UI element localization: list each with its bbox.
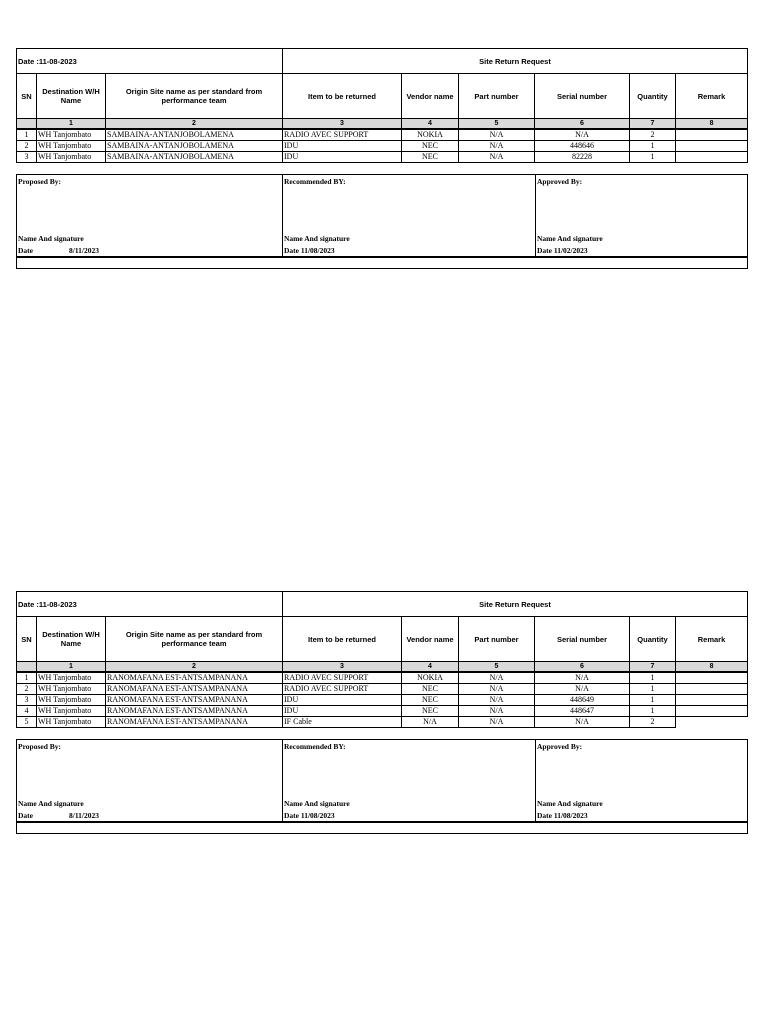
cell-serial: 82228: [535, 152, 630, 163]
cell-part: N/A: [459, 684, 535, 695]
column-headers: [17, 74, 748, 119]
cell-remark: [676, 706, 748, 717]
cell-destination: WH Tanjombato: [37, 706, 106, 717]
column-number-row: [17, 662, 748, 672]
cell-origin: RANOMAFANA EST-ANTSAMPANANA: [106, 684, 283, 695]
items-table: [16, 672, 748, 728]
col-header-item: Item to be returned: [283, 617, 402, 662]
proposed-by-cell: [17, 740, 283, 823]
cell-quantity: 1: [630, 684, 676, 695]
name-signature-label: Name And signature: [284, 234, 350, 243]
col-number: 6: [535, 119, 630, 129]
request-header-table: [16, 48, 748, 129]
date-value: 8/11/2023: [69, 811, 100, 820]
cell-sn: 3: [17, 152, 37, 163]
recommended-date: Date 11/08/2023: [284, 811, 335, 820]
col-header-part: Part number: [459, 617, 535, 662]
cell-remark: [676, 717, 748, 728]
approved-by-cell: [536, 175, 748, 258]
table-row: [17, 706, 748, 717]
request-date: Date :11-08-2023: [17, 592, 283, 617]
cell-vendor: NEC: [402, 684, 459, 695]
cell-vendor: N/A: [402, 717, 459, 728]
cell-vendor: NEC: [402, 141, 459, 152]
table-row: [17, 130, 748, 141]
proposed-date: [18, 811, 100, 820]
cell-remark: [676, 684, 748, 695]
cell-sn: 3: [17, 695, 37, 706]
cell-destination: WH Tanjombato: [37, 673, 106, 684]
col-number: 4: [402, 662, 459, 672]
col-number: 1: [37, 662, 106, 672]
approved-date: Date 11/02/2023: [537, 246, 588, 255]
cell-item: IDU: [283, 695, 402, 706]
col-number: 7: [630, 119, 676, 129]
cell-vendor: NEC: [402, 695, 459, 706]
cell-part: N/A: [459, 141, 535, 152]
site-return-form-1: [16, 48, 747, 269]
col-header-quantity: Quantity: [630, 74, 676, 119]
table-row: [17, 152, 748, 163]
cell-item: IDU: [283, 706, 402, 717]
approved-date: Date 11/08/2023: [537, 811, 588, 820]
col-number: 5: [459, 662, 535, 672]
request-title: Site Return Request: [283, 592, 748, 617]
col-header-remark: Remark: [676, 617, 748, 662]
cell-sn: 1: [17, 130, 37, 141]
cell-origin: SAMBAINA-ANTANJOBOLAMENA: [106, 152, 283, 163]
cell-destination: WH Tanjombato: [37, 717, 106, 728]
col-header-sn: SN: [17, 74, 37, 119]
approved-by-label: Approved By:: [537, 742, 583, 751]
cell-quantity: 1: [630, 141, 676, 152]
col-number: 3: [283, 662, 402, 672]
cell-origin: RANOMAFANA EST-ANTSAMPANANA: [106, 673, 283, 684]
footer-blank-row: [17, 822, 748, 834]
cell-part: N/A: [459, 152, 535, 163]
cell-quantity: 1: [630, 673, 676, 684]
col-number: 1: [37, 119, 106, 129]
cell-destination: WH Tanjombato: [37, 684, 106, 695]
items-table: [16, 129, 748, 163]
cell-remark: [676, 673, 748, 684]
recommended-by-label: Recommended BY:: [284, 742, 346, 751]
col-number: 3: [283, 119, 402, 129]
name-signature-label: Name And signature: [537, 799, 603, 808]
proposed-date: [18, 246, 100, 255]
cell-part: N/A: [459, 130, 535, 141]
cell-origin: RANOMAFANA EST-ANTSAMPANANA: [106, 695, 283, 706]
col-number: 7: [630, 662, 676, 672]
cell-remark: [676, 141, 748, 152]
col-number: 8: [676, 119, 748, 129]
proposed-by-label: Proposed By:: [18, 742, 61, 751]
site-return-form-2: [16, 591, 747, 834]
col-header-serial: Serial number: [535, 617, 630, 662]
cell-part: N/A: [459, 673, 535, 684]
col-number: 2: [106, 119, 283, 129]
cell-serial: 448647: [535, 706, 630, 717]
cell-remark: [676, 152, 748, 163]
cell-vendor: NOKIA: [402, 130, 459, 141]
col-header-sn: SN: [17, 617, 37, 662]
cell-item: IF Cable: [283, 717, 402, 728]
cell-item: IDU: [283, 152, 402, 163]
cell-origin: SAMBAINA-ANTANJOBOLAMENA: [106, 130, 283, 141]
cell-serial: N/A: [535, 684, 630, 695]
cell-item: RADIO AVEC SUPPORT: [283, 684, 402, 695]
table-row: [17, 717, 748, 728]
column-number-row: [17, 119, 748, 129]
proposed-by-label: Proposed By:: [18, 177, 61, 186]
footer-blank-row: [17, 257, 748, 269]
cell-origin: SAMBAINA-ANTANJOBOLAMENA: [106, 141, 283, 152]
date-label: Date: [18, 811, 33, 820]
cell-sn: 5: [17, 717, 37, 728]
col-number: 6: [535, 662, 630, 672]
table-row: [17, 695, 748, 706]
cell-part: N/A: [459, 706, 535, 717]
col-header-serial: Serial number: [535, 74, 630, 119]
col-number: [17, 662, 37, 672]
cell-sn: 1: [17, 673, 37, 684]
date-label: Date: [18, 246, 33, 255]
request-header-table: [16, 591, 748, 672]
cell-remark: [676, 130, 748, 141]
date-value: 8/11/2023: [69, 246, 100, 255]
table-row: [17, 684, 748, 695]
name-signature-label: Name And signature: [18, 234, 84, 243]
cell-quantity: 2: [630, 717, 676, 728]
table-row: [17, 141, 748, 152]
cell-remark: [676, 695, 748, 706]
col-header-remark: Remark: [676, 74, 748, 119]
cell-sn: 2: [17, 141, 37, 152]
col-header-destination: Destination W/H Name: [37, 617, 106, 662]
recommended-by-label: Recommended BY:: [284, 177, 346, 186]
cell-quantity: 1: [630, 152, 676, 163]
col-header-part: Part number: [459, 74, 535, 119]
cell-part: N/A: [459, 717, 535, 728]
recommended-date: Date 11/08/2023: [284, 246, 335, 255]
cell-vendor: NEC: [402, 152, 459, 163]
cell-vendor: NEC: [402, 706, 459, 717]
cell-serial: N/A: [535, 673, 630, 684]
proposed-by-cell: [17, 175, 283, 258]
cell-destination: WH Tanjombato: [37, 130, 106, 141]
cell-serial: 448646: [535, 141, 630, 152]
cell-quantity: 1: [630, 695, 676, 706]
approved-by-cell: [536, 740, 748, 823]
col-number: 2: [106, 662, 283, 672]
cell-destination: WH Tanjombato: [37, 695, 106, 706]
col-header-destination: Destination W/H Name: [37, 74, 106, 119]
column-headers: [17, 617, 748, 662]
col-number: [17, 119, 37, 129]
cell-sn: 2: [17, 684, 37, 695]
table-row: [17, 673, 748, 684]
cell-sn: 4: [17, 706, 37, 717]
cell-quantity: 2: [630, 130, 676, 141]
name-signature-label: Name And signature: [284, 799, 350, 808]
name-signature-label: Name And signature: [18, 799, 84, 808]
cell-origin: RANOMAFANA EST-ANTSAMPANANA: [106, 717, 283, 728]
cell-serial: 448649: [535, 695, 630, 706]
col-header-quantity: Quantity: [630, 617, 676, 662]
col-number: 4: [402, 119, 459, 129]
request-title: Site Return Request: [283, 49, 748, 74]
cell-serial: N/A: [535, 130, 630, 141]
name-signature-label: Name And signature: [537, 234, 603, 243]
cell-item: RADIO AVEC SUPPORT: [283, 673, 402, 684]
col-number: 8: [676, 662, 748, 672]
cell-origin: RANOMAFANA EST-ANTSAMPANANA: [106, 706, 283, 717]
signature-table: [16, 174, 748, 269]
col-header-origin: Origin Site name as per standard from performance team: [106, 617, 283, 662]
cell-vendor: NOKIA: [402, 673, 459, 684]
col-header-vendor: Vendor name: [402, 74, 459, 119]
col-number: 5: [459, 119, 535, 129]
cell-part: N/A: [459, 695, 535, 706]
recommended-by-cell: [283, 740, 536, 823]
cell-quantity: 1: [630, 706, 676, 717]
col-header-item: Item to be returned: [283, 74, 402, 119]
recommended-by-cell: [283, 175, 536, 258]
col-header-origin: Origin Site name as per standard from performance team: [106, 74, 283, 119]
cell-destination: WH Tanjombato: [37, 141, 106, 152]
cell-destination: WH Tanjombato: [37, 152, 106, 163]
cell-item: IDU: [283, 141, 402, 152]
signature-table: [16, 739, 748, 834]
request-date: Date :11-08-2023: [17, 49, 283, 74]
cell-serial: N/A: [535, 717, 630, 728]
col-header-vendor: Vendor name: [402, 617, 459, 662]
approved-by-label: Approved By:: [537, 177, 583, 186]
cell-item: RADIO AVEC SUPPORT: [283, 130, 402, 141]
